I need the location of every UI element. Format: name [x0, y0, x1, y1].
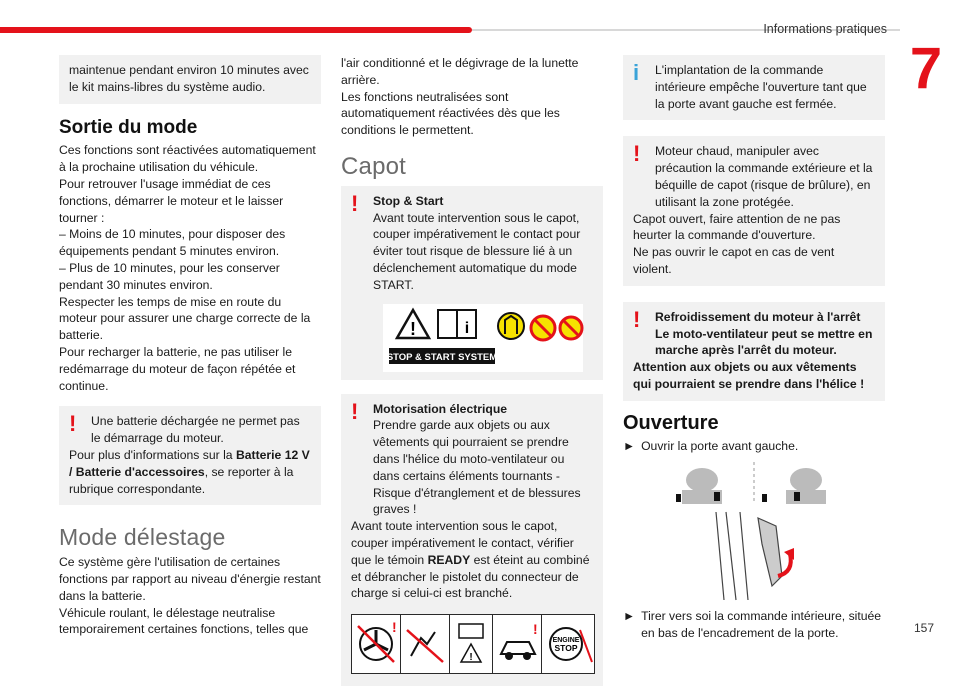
column-3: [623, 55, 885, 642]
note-text: maintenue pendant environ 10 minutes avec le kit mains-libres du système audio.: [69, 63, 309, 94]
fan-warning-icon: [352, 615, 401, 673]
svg-text:!: !: [533, 621, 538, 638]
electric-motor-pictograms: [351, 614, 595, 674]
warning-box-cooling: ! Refroidissement du moteur à l'arrêt Le moto-ventilateur peut se mettre en marche après l'arrêt du moteur. Attention aux objets ou aux vêtements qui pourraient se prendre dans l'hélice !: [623, 302, 885, 401]
svg-text:ENGINE: ENGINE: [552, 637, 580, 645]
warning-box-electric-motor: ! Motorisation électrique Prendre garde aux objets ou aux vêtements qui pourraient se prendre dans l'hélice du moto-ventilateur ou dans certains éléments tournants - Risque d'étranglement et de blessures graves ! Avant toute intervention sous le capot, couper impérativement le contact, vérifier que le témoin READY est éteint au combiné et débrancher le pistolet du connecteur de charge si celui-ci est branché. ! ! ! ENGINE STOP: [341, 394, 603, 686]
svg-text:STOP & START SYSTEM: STOP & START SYSTEM: [386, 351, 498, 363]
bullet-arrow-icon: ►: [623, 438, 636, 453]
section-title: Informations pratiques: [763, 22, 887, 36]
svg-text:!: !: [392, 619, 397, 636]
column-2: [341, 55, 603, 686]
heading-sortie-du-mode: Sortie du mode: [59, 116, 198, 138]
info-box-commande: i L'implantation de la commande intérieure empêche l'ouverture tant que la porte avant gauche est fermée.: [623, 55, 885, 120]
heading-capot: Capot: [341, 152, 407, 180]
header-red-bar: [0, 27, 472, 33]
stop-start-pictogram: [383, 304, 583, 372]
step-2: ► Tirer vers soi la commande intérieure, située en bas de l'encadrement de la porte.: [623, 609, 882, 641]
bullet-arrow-icon: ►: [623, 609, 636, 624]
engine-stop-icon: [542, 615, 594, 673]
column-1: [59, 55, 321, 638]
warning-box-hot-engine: ! Moteur chaud, manipuler avec précaution la commande extérieure et la béquille de capot (risque de brûlure), en utilisant la zone protégée. Capot ouvert, faire attention de ne pas heurter la commande d'ouverture. Ne pas ouvrir le capot en cas de vent violent.: [623, 136, 885, 285]
svg-text:STOP: STOP: [554, 643, 578, 654]
hood-release-illustration: [654, 462, 854, 600]
heading-ouverture: Ouverture: [623, 411, 719, 434]
delestage-continued-text: l'air conditionné et le dégivrage de la lunette arrière. Les fonctions neutralisées sont automatiquement réactivées dès que les conditions le permettent.: [341, 56, 579, 138]
delestage-text: Ce système gère l'utilisation de certaines fonctions par rapport au niveau d'énergie restant dans la batterie. Véhicule roulant, le délestage neutralise temporairement certaines fonctions, telles que: [59, 555, 321, 637]
warning-icon: !: [351, 398, 359, 424]
svg-text:i: i: [464, 319, 470, 337]
warning-box-stop-start: ! Stop & Start Avant toute intervention sous le capot, couper impérativement le contact pour éviter tout risque de blessure lié à un déclenchement automatique du mode START. ! i STOP & START SYSTEM: [341, 186, 603, 380]
heading-mode-delestage: Mode délestage: [59, 524, 226, 551]
svg-text:!: !: [469, 652, 473, 664]
svg-text:!: !: [410, 318, 416, 339]
warning-icon: !: [633, 141, 641, 167]
warning-icon: !: [633, 306, 641, 332]
warning-icon: !: [351, 190, 359, 216]
chapter-number: 7: [909, 36, 943, 101]
manual-warning-icon: [450, 615, 493, 673]
warning-box-battery: ! Une batterie déchargée ne permet pas le démarrage du moteur. Pour plus d'informations sur la Batterie 12 V / Batterie d'accessoires, se reporter à la rubrique correspondante.: [59, 406, 321, 505]
sortie-text: Ces fonctions sont réactivées automatiquement à la prochaine utilisation du véhicule. Pour retrouver l'usage immédiat de ces fonctions, démarrer le moteur et le laisser tourner : – Moins de 10 minutes, pour disposer des équipements pendant 5 minutes environ. – Plus de 10 minutes, pour les conserver pendant 30 minutes environ. Respecter les temps de mise en route du moteur pour assurer une charge correcte de la batterie. Pour recharger la batterie, ne pas utiliser le redémarrage du moteur de façon répétée et continue.: [59, 143, 316, 393]
info-icon: i: [633, 60, 640, 85]
page-number: 157: [913, 621, 934, 635]
note-box-top: [59, 55, 321, 104]
hand-warning-icon: [401, 615, 450, 673]
step-1: ► Ouvrir la porte avant gauche.: [623, 438, 799, 453]
hood-warning-icon: [493, 615, 542, 673]
warning-icon: !: [69, 411, 77, 437]
